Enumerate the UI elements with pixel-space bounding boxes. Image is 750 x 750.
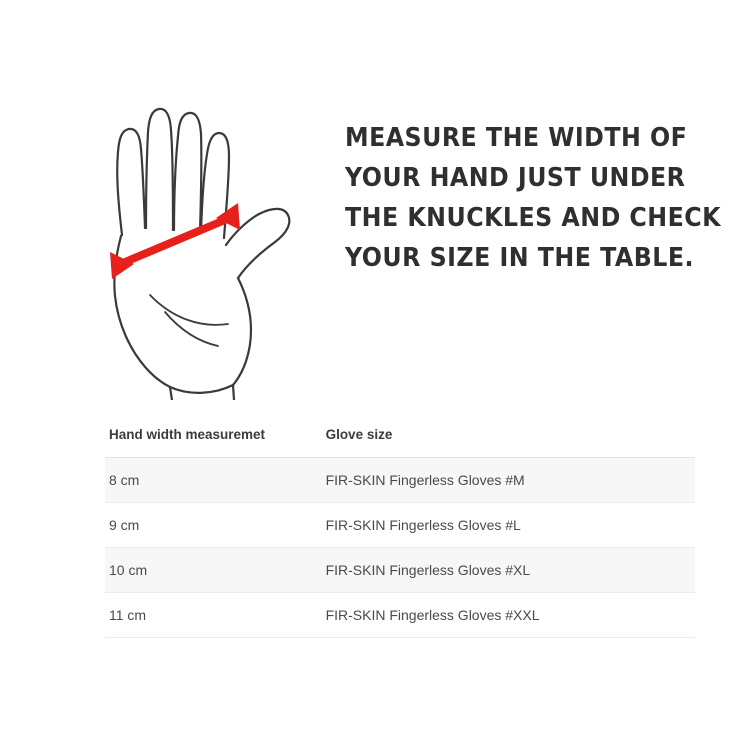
table-header xyxy=(105,412,695,458)
table-row xyxy=(105,548,695,593)
instruction-line-3: THE KNUCKLES AND CHECK xyxy=(345,203,721,233)
table-body xyxy=(105,458,695,638)
cell-hand-width: 9 cm xyxy=(105,503,322,548)
instruction-text xyxy=(345,118,721,278)
table-header-row xyxy=(105,412,695,458)
table-row xyxy=(105,503,695,548)
top-section xyxy=(0,70,750,400)
column-header-glove-size: Glove size xyxy=(322,412,695,458)
cell-hand-width: 10 cm xyxy=(105,548,322,593)
cell-glove-size: FIR-SKIN Fingerless Gloves #M xyxy=(322,458,695,503)
cell-hand-width: 8 cm xyxy=(105,458,322,503)
size-table xyxy=(105,412,695,638)
cell-glove-size: FIR-SKIN Fingerless Gloves #XL xyxy=(322,548,695,593)
cell-glove-size: FIR-SKIN Fingerless Gloves #XXL xyxy=(322,593,695,638)
table-row xyxy=(105,458,695,503)
instruction-line-4: YOUR SIZE IN THE TABLE. xyxy=(345,243,695,273)
table-row xyxy=(105,593,695,638)
cell-hand-width: 11 cm xyxy=(105,593,322,638)
hand-palm-with-measure-arrow-icon xyxy=(60,80,340,400)
column-header-hand-width: Hand width measuremet xyxy=(105,412,322,458)
instruction-line-1: MEASURE THE WIDTH OF xyxy=(345,123,688,153)
hand-illustration xyxy=(60,80,340,400)
instruction-line-2: YOUR HAND JUST UNDER xyxy=(345,163,686,193)
cell-glove-size: FIR-SKIN Fingerless Gloves #L xyxy=(322,503,695,548)
